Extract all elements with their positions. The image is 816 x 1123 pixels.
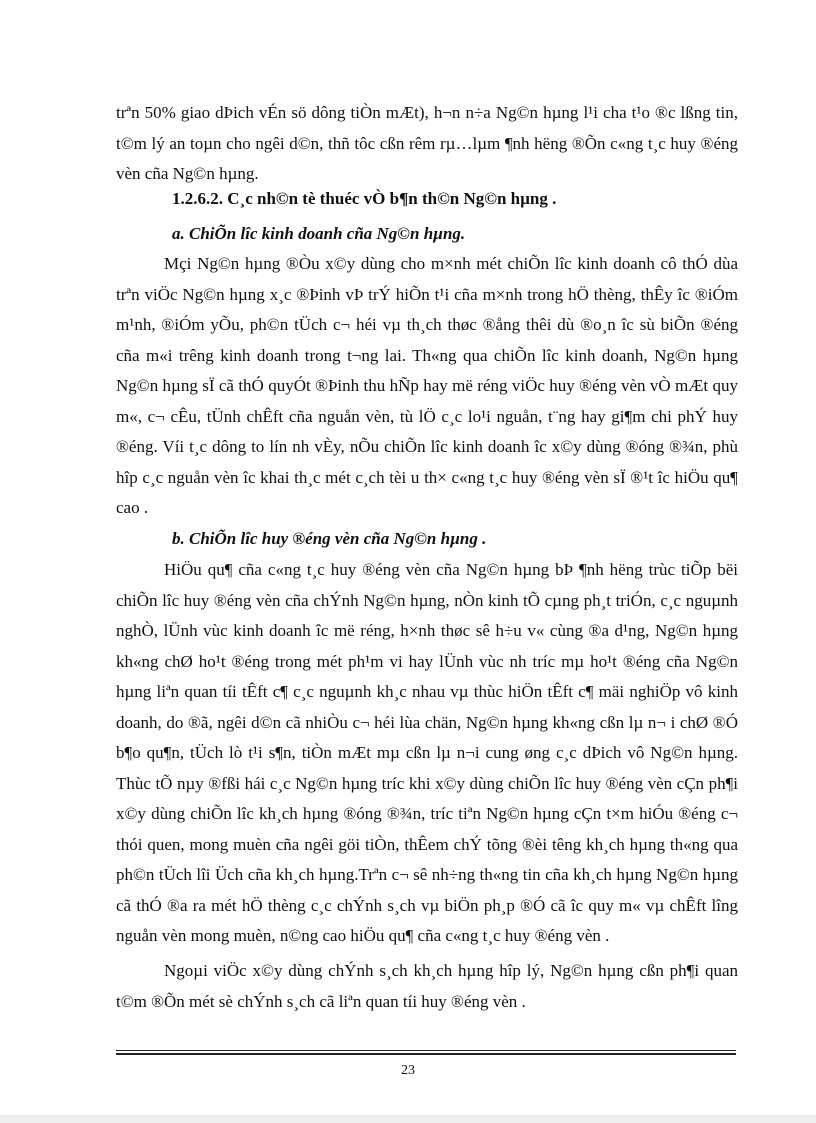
paragraph-text: Ngoµi viÖc x©y dùng chÝnh s¸ch kh¸ch hµng hîp lý, Ng©n hµng cßn ph¶i quan t©m ®Õn mét sè chÝnh s¸ch cã liªn quan tíi huy ®éng vèn . [116, 961, 738, 1011]
section-heading: 1.2.6.2. C¸c nh©n tè thuéc vÒ b¶n th©n Ng©n hµng . [172, 189, 557, 208]
paragraph-text: Mçi Ng©n hµng ®Òu x©y dùng cho m×nh mét chiÕn lîc kinh doanh cô thÓ dùa trªn viÖc Ng©n hµng x¸c ®Þinh vÞ trÝ hiÕn t¹i cña m×nh trong hÖ thèng, thÊy îc ®iÓm m¹nh, ®iÓm yÕu, ph©n tÜch c¬ héi vµ th¸ch thøc ®ång thêi dù ®o¸n îc sù biÕn ®éng cña m«i trêng kinh doanh trong t¬ng lai. Th«ng qua chiÕn lîc kinh doanh, Ng©n hµng Ng©n hµng sÏ cã thÓ quyÓt ®Þinh thu hÑp hay më réng viÖc huy ®éng vèn vÒ mÆt quy m«, c¬ cÊu, tÜnh chÊft cña nguån vèn, tù lÖ c¸c lo¹i nguån, t¨ng hay gi¶m chi phÝ huy ®éng. Víi t¸c dông to lín nh vÈy, nÕu chiÕn lîc kinh doanh îc x©y dùng ®óng ®¾n, phù hîp c¸c nguån vèn îc khai th¸c mét c¸ch tèi u th× c«ng t¸c huy ®éng vèn sÏ ®¹t îc hiÖu qu¶ cao . [116, 254, 738, 517]
subheading-b: b. ChiÕn lîc huy ®éng vèn cña Ng©n hµng . [172, 529, 487, 548]
paragraph-b [116, 555, 738, 952]
paragraph-text: HiÖu qu¶ cña c«ng t¸c huy ®éng vèn cña Ng©n hµng bÞ ¶nh hëng trùc tiÕp bëi chiÕn lîc huy ®éng vèn cña chÝnh Ng©n hµng, nÒn kinh tÕ cµng ph¸t triÓn, c¸c nguµnh nghÒ, lÜnh vùc kinh doanh îc më réng, h×nh thøc sê h÷u v« cùng ®a d¹ng, Ng©n hµng kh«ng chØ ho¹t ®éng trong mét ph¹m vi hay lÜnh vùc nh tríc mµ ho¹t ®éng cña Ng©n hµng liªn quan tíi tÊft c¶ c¸c nguµnh kh¸c nhau vµ thùc hiÖn tÊft c¶ mäi nghiÖp vô kinh doanh, do ®ã, ngêi d©n cã nhiÒu c¬ héi lùa chän, Ng©n hµng kh«ng cßn lµ n¬ i chØ ®Ó b¶o qu¶n, tÜch lò t¹i s¶n, tiÒn mÆt mµ cßn lµ n¬i cung øng c¸c dÞich vô Ng©n hµng. Thùc tÕ nµy ®fßi hái c¸c Ng©n hµng tríc khi x©y dùng chiÕn lîc huy ®éng vèn cÇn ph¶i x©y dùng chiÕn lîc kh¸ch hµng ®óng ®¾n, tríc tiªn Ng©n hµng cÇn t×m hiÓu ®éng c¬ thói quen, mong muèn cña ngêi göi tiÒn, thÊem chÝ tõng ®èi têng kh¸ch hµng th«ng qua ph©n tÜch lîi Üch cña kh¸ch hµng.Trªn c¬ sê nh÷ng th«ng tin cña kh¸ch hµng Ng©n hµng cã thÓ ®a ra mét hÖ thèng c¸c chÝnh s¸ch vµ biÖn ph¸p ®Ó cã îc quy m« vµ chÊft lîng nguån vèn mong muèn, n©ng cao hiÖu qu¶ cña c«ng t¸c huy ®éng vèn . [116, 560, 738, 945]
paragraph-c [116, 956, 738, 1017]
paragraph-text: trªn 50% giao dÞich vÉn sö dông tiÒn mÆt), h¬n n÷a Ng©n hµng l¹i cha t¹o ®c lßng tin, t©m lý an toµn cho ngêi d©n, thñ tôc cßn rêm rµ…lµm ¶nh hëng ®Õn c«ng t¸c huy ®éng vèn cña Ng©n hµng. [116, 103, 738, 183]
footer-divider-thick [116, 1053, 736, 1055]
page-number: 23 [401, 1063, 415, 1078]
paragraph-a [116, 249, 738, 524]
paragraph-continuation [116, 98, 738, 190]
page-bottom-edge [0, 1115, 816, 1123]
subheading-a: a. ChiÕn lîc kinh doanh cña Ng©n hµng. [172, 224, 466, 243]
footer-divider [116, 1050, 736, 1051]
